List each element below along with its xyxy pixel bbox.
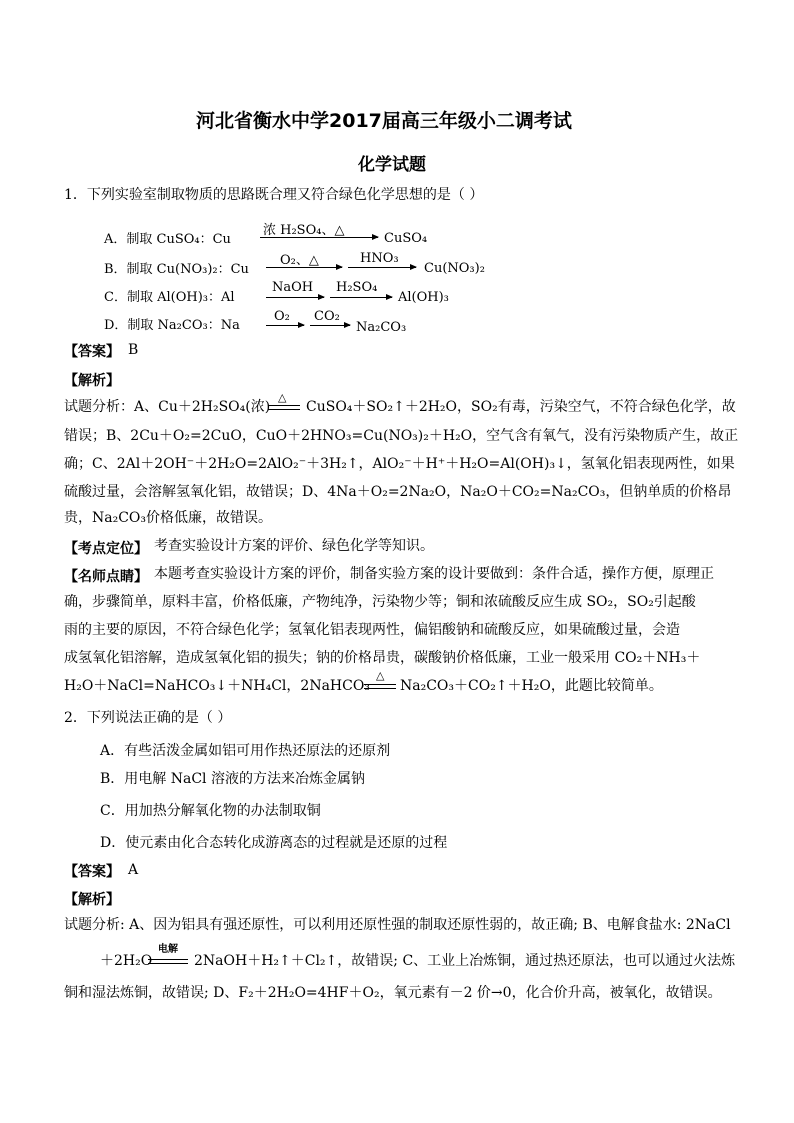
q1-mingshi-line-5b: Na₂CO₃＋CO₂↑＋H₂O，此题比较简单。 <box>400 678 663 694</box>
question-1-stem: 1．下列实验室制取物质的思路既合理又符合绿色化学思想的是（ ） <box>64 187 484 203</box>
q1-option-b-arrow-2 <box>348 267 416 268</box>
q2-equals-electrolysis-sign <box>148 959 188 964</box>
q1-option-c-reagent-1: NaOH <box>272 280 314 295</box>
q2-option-b: B．用电解 NaCl 溶液的方法来冶炼金属钠 <box>100 771 365 787</box>
q1-option-b-product: Cu(NO₃)₂ <box>424 261 485 276</box>
q1-option-c-label: C．制取 Al(OH)₃：Al <box>104 290 235 305</box>
q2-option-d: D．使元素由化合态转化成游离态的过程就是还原的过程 <box>100 835 448 851</box>
q1-mingshi-tag: 【名师点睛】 <box>64 569 148 585</box>
q1-option-c-arrow-2 <box>330 297 392 298</box>
q1-answer-value: B <box>128 342 139 358</box>
q1-option-b-reagent-2: HNO₃ <box>360 251 399 266</box>
q2-analysis-line-2b: 2NaOH＋H₂↑＋Cl₂↑，故错误; C、工业上冶炼铜，通过热还原法，也可以通过火法炼 <box>194 953 736 969</box>
q1-option-b-arrow-1 <box>266 267 342 268</box>
q1-equals-heat-sign <box>268 405 300 410</box>
q1-mingshi-line-1: 本题考查实验设计方案的评价，制备实验方案的设计要做到：条件合适，操作方便，原理正 <box>154 566 714 582</box>
q2-analysis-line-1: 试题分析: A、因为铝具有强还原性，可以利用还原性强的制取还原性弱的，故正确; B、电解食盐水: 2NaCl <box>64 917 731 933</box>
q1-analysis-line-1b: CuSO₄＋SO₂↑＋2H₂O，SO₂有毒，污染空气，不符合绿色化学，故 <box>306 399 736 415</box>
q2-option-c: C．用加热分解氧化物的办法制取铜 <box>100 803 321 819</box>
q1-option-d-reagent-2: CO₂ <box>314 309 340 324</box>
q1-option-d-product: Na₂CO₃ <box>356 320 407 335</box>
page-title: 河北省衡水中学2017届高三年级小二调考试 <box>196 110 572 132</box>
q1-analysis-line-1a: 试题分析：A、Cu＋2H₂SO₄(浓) <box>64 399 271 415</box>
q1-option-c-arrow-1 <box>266 297 324 298</box>
q1-mingshi-equals-heat-sign <box>364 684 396 689</box>
q2-electrolysis-label: 电解 <box>158 944 178 955</box>
q2-analysis-tag: 【解析】 <box>64 892 120 908</box>
q1-kaodian-tag: 【考点定位】 <box>64 541 148 557</box>
q1-option-d-reagent-1: O₂ <box>274 309 290 324</box>
q2-analysis-line-2a: ＋2H₂O <box>100 953 153 969</box>
page-subtitle: 化学试题 <box>358 155 426 175</box>
q1-analysis-line-3: 确；C、2Al＋2OH⁻＋2H₂O=2AlO₂⁻＋3H₂↑，AlO₂⁻＋H⁺＋H₂O=Al(OH)₃↓，氢氧化铝表现两性，如果 <box>64 456 735 472</box>
q1-mingshi-line-3: 雨的主要的原因，不符合绿色化学；氢氧化铝表现两性，偏铝酸钠和硫酸反应，如果硫酸过量，会造 <box>64 622 680 638</box>
q1-answer-tag: 【答案】 <box>64 344 120 360</box>
q1-option-d-arrow-1 <box>266 325 304 326</box>
question-2-stem: 2．下列说法正确的是（ ） <box>64 710 232 726</box>
q1-mingshi-line-2: 确，步骤简单，原料丰富，价格低廉，产物纯净，污染物少等；铜和浓硫酸反应生成 SO₂，SO₂引起酸 <box>64 594 696 610</box>
q1-analysis-line-5: 贵，Na₂CO₃价格低廉，故错误。 <box>64 510 273 526</box>
q1-mingshi-line-5a: H₂O＋NaCl=NaHCO₃↓＋NH₄Cl，2NaHCO₃ <box>64 678 370 694</box>
q1-analysis-line-2: 错误；B、2Cu＋O₂=2CuO，CuO＋2HNO₃=Cu(NO₃)₂＋H₂O，空气含有氧气，没有污染物质产生，故正 <box>64 428 739 444</box>
q1-analysis-tag: 【解析】 <box>64 373 120 389</box>
q2-option-a: A．有些活泼金属如铝可用作热还原法的还原剂 <box>100 743 391 759</box>
q1-option-b-reagent-1: O₂、△ <box>280 253 319 268</box>
q1-heat-symbol: △ <box>278 391 287 404</box>
q1-kaodian-text: 考查实验设计方案的评价、绿色化学等知识。 <box>154 538 434 554</box>
q1-option-b-label: B．制取 Cu(NO₃)₂：Cu <box>104 262 249 277</box>
q1-option-c-reagent-2: H₂SO₄ <box>336 280 378 295</box>
q1-option-a-label: A．制取 CuSO₄：Cu <box>104 232 231 247</box>
q1-option-a-reagent: 浓 H₂SO₄、△ <box>263 223 345 238</box>
q2-answer-value: A <box>128 862 139 878</box>
q1-analysis-line-4: 硫酸过量，会溶解氢氧化铝，故错误；D、4Na＋O₂=2Na₂O，Na₂O＋CO₂=Na₂CO₃，但钠单质的价格昂 <box>64 484 732 500</box>
q1-mingshi-line-4: 成氢氧化铝溶解，造成氢氧化铝的损失；钠的价格昂贵，碳酸钠价格低廉，工业一般采用 CO₂＋NH₃＋ <box>64 650 701 666</box>
q1-option-c-product: Al(OH)₃ <box>398 290 449 305</box>
q2-analysis-line-3: 铜和湿法炼铜，故错误; D、F₂＋2H₂O=4HF＋O₂，氧元素有－2 价→0，化合价升高，被氧化，故错误。 <box>64 985 722 1001</box>
q1-option-d-label: D．制取 Na₂CO₃：Na <box>104 318 240 333</box>
q1-option-a-product: CuSO₄ <box>384 231 428 246</box>
q1-option-d-arrow-2 <box>310 325 350 326</box>
q2-answer-tag: 【答案】 <box>64 864 120 880</box>
q1-mingshi-heat-symbol: △ <box>376 669 385 682</box>
q1-option-a-arrow <box>260 237 378 238</box>
